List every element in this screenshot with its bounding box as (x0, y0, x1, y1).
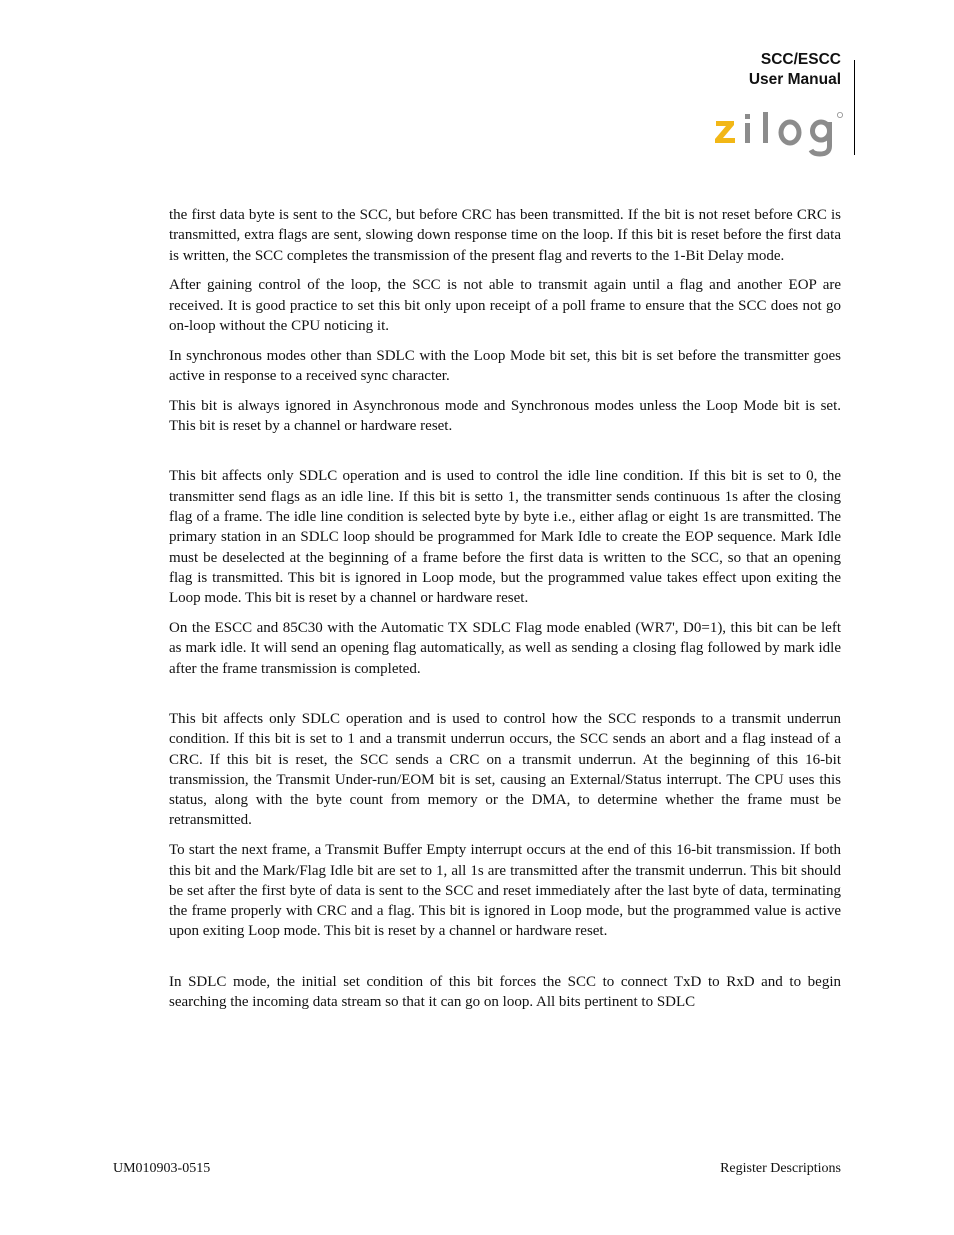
paragraph: This bit is always ignored in Asynchronous mode and Synchronous modes unless the Loop Mode bit is set. This bit is reset by a channel or hardware reset. (169, 397, 841, 435)
paragraph: This bit affects only SDLC operation and is used to control how the SCC responds to a transmit underrun condition. If this bit is set to 1 and a transmit underrun occurs, the SCC sends an abort and a flag instead of a CRC. If this bit is reset, the SCC sends a CRC on a transmit underrun. At the beginning of this 16-bit transmission, the Transmit Under-run/EOM bit is set, causing an External/Status interrupt. The CPU uses this status, along with the byte count from memory or the DMA, to determine whether the frame must be retransmitted. (169, 710, 841, 829)
logo-letter-z (715, 121, 735, 143)
footer-section-name: Register Descriptions (720, 1161, 841, 1176)
logo-letter-i-dot (745, 114, 750, 119)
paragraph: To start the next frame, a Transmit Buffer Empty interrupt occurs at the end of this 16-bit transmission. If both this bit and the Mark/Flag Idle bit are set to 1, all 1s are transmitted after the transmit underrun. This bit should be set after the first byte of data is sent to the SCC and reset immediately after the last byte of data, terminating the frame properly with CRC and a flag. This bit is ignored in Loop mode, but the programmed value is active upon exiting Loop mode. This bit is reset by a channel or hardware reset. (169, 842, 841, 940)
logo-letter-o (781, 122, 799, 143)
paragraph: In synchronous modes other than SDLC with the Loop Mode bit set, this bit is set before the transmitter goes active in response to a received sync character. (169, 347, 841, 385)
paragraph: On the ESCC and 85C30 with the Automatic TX SDLC Flag mode enabled (WR7', D0=1), this bit can be left as mark idle. It will send an opening flag automatically, as well as sending a closing flag followed by mark idle after the frame transmission is completed. (169, 620, 841, 677)
paragraph: the first data byte is sent to the SCC, but before CRC has been transmitted. If the bit is not reset before CRC is transmitted, extra flags are sent, slowing down response time on the loop. If this bit is reset before the first data is written, the SCC completes the transmission of the present flag and reverts to the 1-Bit Delay mode. (169, 207, 841, 264)
logo-letter-g-bowl (813, 122, 830, 140)
logo-letter-i-stem (745, 123, 750, 143)
zilog-logo (712, 108, 847, 158)
registered-mark-icon (837, 112, 842, 117)
product-name: SCC/ESCC (760, 51, 841, 68)
body-text (169, 205, 841, 1022)
document-title (749, 50, 841, 90)
footer-doc-number: UM010903-0515 (113, 1161, 211, 1176)
manual-type: User Manual (748, 71, 841, 88)
paragraph: This bit affects only SDLC operation and is used to control the idle line condition. If this bit is set to 0, the transmitter send flags as an idle line. If this bit is setto 1, the transmitter sends continuous 1s after the closing flag of a frame. The idle line condition is selected byte by byte i.e., either aflag or eight 1s are transmitted. The primary station in an SDLC loop should be programmed for Mark Idle to create the EOP sequence. Mark Idle must be deselected at the beginning of a frame before the first data is written to the SCC, so that an opening flag is transmitted. This bit is ignored in Loop mode, but the programmed value takes effect upon exiting the Loop mode. This bit is reset by a channel or hardware reset. (169, 468, 841, 607)
header-divider (854, 60, 855, 155)
logo-letter-l (763, 112, 768, 143)
paragraph: After gaining control of the loop, the SCC is not able to transmit again until a flag and another EOP are received. It is good practice to set this bit only upon receipt of a poll frame to ensure that the SCC does not go on-loop without the CPU noticing it. (169, 277, 841, 334)
paragraph: In SDLC mode, the initial set condition of this bit forces the SCC to connect TxD to RxD and to begin searching the incoming data stream so that it can go on loop. All bits pertinent to SDLC (169, 973, 841, 1010)
